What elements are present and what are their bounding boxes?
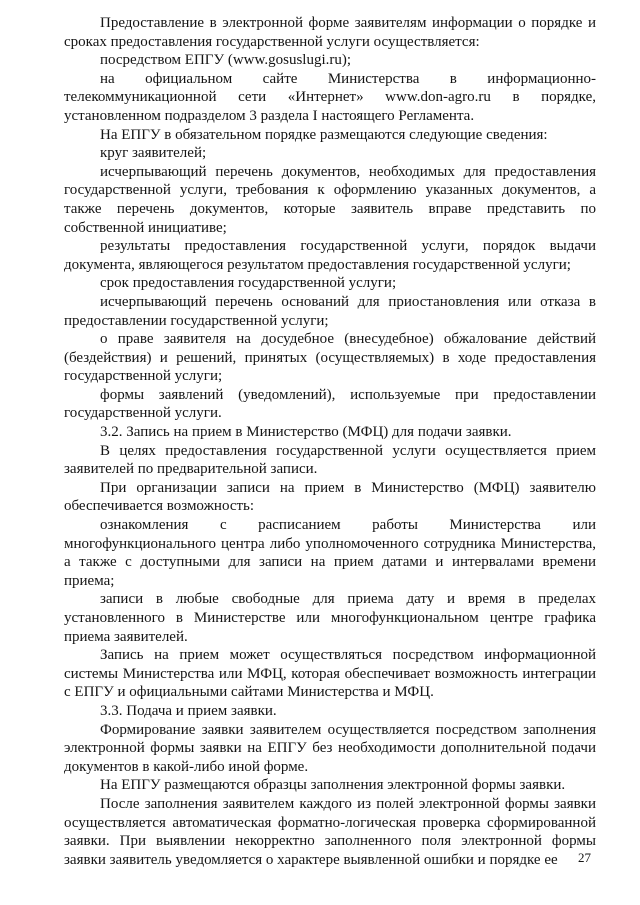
paragraph: формы заявлений (уведомлений), используемые при предоставлении государственной услуги.	[64, 386, 596, 422]
paragraph: ознакомления с расписанием работы Министерства или многофункционального центра либо уполномоченного сотрудника Министерства, а также с доступными для записи на прием датами и интервалами времени приема;	[64, 517, 596, 589]
section-heading: 3.3. Подача и прием заявки.	[100, 702, 277, 719]
paragraph: о праве заявителя на досудебное (внесудебное) обжалование действий (бездействия) и решений, принятых (осуществляемых) в ходе предоставления государственной услуги;	[64, 331, 596, 385]
paragraph: При организации записи на прием в Министерство (МФЦ) заявителю обеспечивается возможность:	[64, 479, 596, 515]
paragraph: на официальном сайте Министерства в информационно-телекоммуникационной сети «Интернет» www.don-agro.ru в порядке, установленном подразделом 3 раздела I настоящего Регламента.	[64, 70, 596, 124]
page-number: 27	[578, 850, 591, 865]
paragraph: На ЕПГУ размещаются образцы заполнения электронной формы заявки.	[100, 777, 566, 794]
paragraph: Формирование заявки заявителем осуществляется посредством заполнения электронной формы заявки на ЕПГУ без необходимости дополнительной подачи документов в какой-либо иной форме.	[64, 721, 596, 775]
paragraph: исчерпывающий перечень оснований для приостановления или отказа в предоставлении государственной услуги;	[64, 293, 596, 329]
paragraph: Запись на прием может осуществляться посредством информационной системы Министерства или МФЦ, которая обеспечивает возможность интеграции с ЕПГУ и официальными сайтами Министерства и МФЦ.	[64, 647, 596, 701]
paragraph: В целях предоставления государственной услуги осуществляется прием заявителей по предварительной записи.	[64, 442, 596, 478]
paragraph: результаты предоставления государственной услуги, порядок выдачи документа, являющегося результатом предоставления государственной услуги;	[64, 238, 596, 273]
paragraph: срок предоставления государственной услуги;	[100, 275, 397, 292]
document-body	[64, 14, 596, 869]
paragraph: посредством ЕПГУ (www.gosuslugi.ru);	[100, 52, 352, 69]
paragraph: круг заявителей;	[100, 145, 207, 162]
paragraph: записи в любые свободные для приема дату и время в пределах установленного в Министерстве или многофункциональном центре графика приема заявителей.	[64, 591, 596, 645]
section-heading: 3.2. Запись на прием в Министерство (МФЦ) для подачи заявки.	[100, 424, 512, 441]
paragraph: На ЕПГУ в обязательном порядке размещаются следующие сведения:	[100, 126, 548, 143]
paragraph: Предоставление в электронной форме заявителям информации о порядке и сроках предоставления государственной услуги осуществляется:	[64, 15, 596, 50]
paragraph: исчерпывающий перечень документов, необходимых для предоставления государственной услуги, требования к оформлению указанных документов, а также перечень документов, которые заявитель вправе представить по собственной инициативе;	[64, 163, 596, 236]
paragraph: После заполнения заявителем каждого из полей электронной формы заявки осуществляется автоматическая форматно-логическая проверка сформированной заявки. При выявлении некорректно заполненного поля электронной формы заявки заявитель уведомляется о характере выявленной ошибки и порядке ее	[64, 795, 596, 868]
